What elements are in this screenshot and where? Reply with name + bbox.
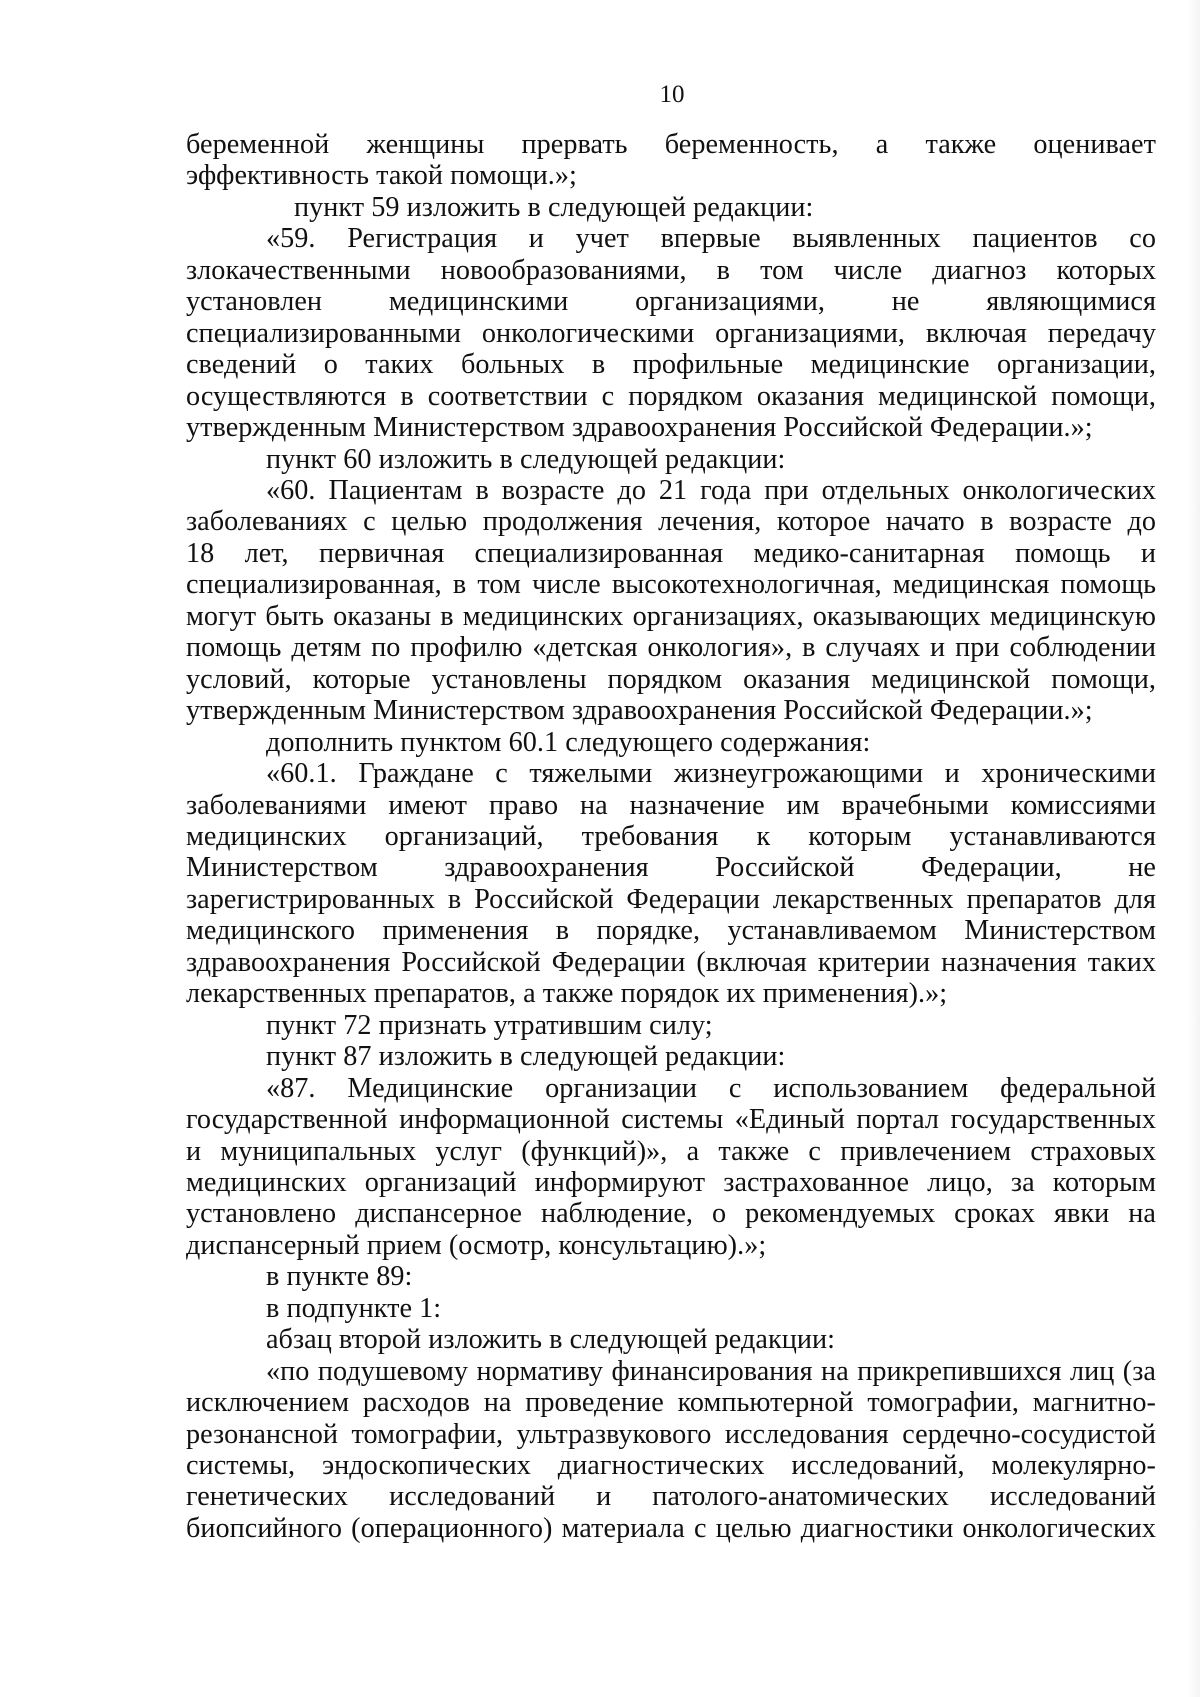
scan-edge <box>1188 0 1200 1697</box>
text-line: «60.1. Граждане с тяжелыми жизнеугрожающими и хроническими <box>266 758 1156 790</box>
text-line: злокачественными новообразованиями, в том числе диагноз которых <box>186 254 1156 286</box>
text-line: резонансной томографии, ультразвукового исследования сердечно-сосудистой <box>186 1418 1156 1450</box>
text-line: системы, эндоскопических диагностических исследований, молекулярно- <box>186 1450 1156 1482</box>
text-line: исключением расходов на проведение компьютерной томографии, магнитно- <box>186 1387 1156 1419</box>
text-line: здравоохранения Российской Федерации (включая критерии назначения таких <box>186 946 1156 978</box>
text-line: специализированная, в том числе высокотехнологичная, медицинская помощь <box>186 569 1156 601</box>
text-line: заболеваниями имеют право на назначение им врачебными комиссиями <box>186 789 1156 821</box>
document-body <box>186 129 1156 1544</box>
text-line: пункт 59 изложить в следующей редакции: <box>294 191 814 223</box>
text-line: эффективность такой помощи.»; <box>186 160 577 192</box>
text-line: установлено диспансерное наблюдение, о рекомендуемых сроках явки на <box>186 1198 1156 1230</box>
text-line: абзац второй изложить в следующей редакции: <box>266 1324 835 1356</box>
text-line: диспансерный прием (осмотр, консультацию).»; <box>186 1229 767 1261</box>
text-line: лекарственных препаратов, а также порядок их применения).»; <box>186 978 948 1010</box>
text-line: установлен медицинскими организациями, не являющимися <box>186 286 1156 318</box>
text-line: биопсийного (операционного) материала с целью диагностики онкологических <box>186 1512 1156 1544</box>
text-line: утвержденным Министерством здравоохранения Российской Федерации.»; <box>186 695 1093 727</box>
text-line: «по подушевому нормативу финансирования на прикрепившихся лиц (за <box>266 1355 1156 1387</box>
page-number: 10 <box>659 81 685 108</box>
text-line: в пункте 89: <box>266 1261 413 1293</box>
text-line: «87. Медицинские организации с использованием федеральной <box>266 1072 1156 1104</box>
text-line: медицинских организаций, требования к которым устанавливаются <box>186 820 1156 852</box>
text-line: генетических исследований и патолого-анатомических исследований <box>186 1481 1156 1513</box>
text-line: заболеваниях с целью продолжения лечения, которое начато в возрасте до <box>186 506 1156 538</box>
text-line: Министерством здравоохранения Российской Федерации, не <box>186 852 1156 884</box>
text-line: медицинских организаций информируют застрахованное лицо, за которым <box>186 1166 1156 1198</box>
text-line: медицинского применения в порядке, устанавливаемом Министерством <box>186 915 1156 947</box>
text-line: зарегистрированных в Российской Федерации лекарственных препаратов для <box>186 883 1156 915</box>
text-line: дополнить пунктом 60.1 следующего содержания: <box>266 726 871 758</box>
text-line: пункт 72 признать утратившим силу; <box>266 1009 713 1041</box>
text-line: сведений о таких больных в профильные медицинские организации, <box>186 349 1156 381</box>
text-line: беременной женщины прервать беременность, а также оценивает <box>186 129 1156 160</box>
text-line: могут быть оказаны в медицинских организациях, оказывающих медицинскую <box>186 600 1156 632</box>
text-line: помощь детям по профилю «детская онкология», в случаях и при соблюдении <box>186 632 1156 664</box>
text-line: утвержденным Министерством здравоохранения Российской Федерации.»; <box>186 412 1093 444</box>
text-line: 18 лет, первичная специализированная медико-санитарная помощь и <box>186 537 1156 569</box>
text-line: условий, которые установлены порядком оказания медицинской помощи, <box>186 663 1156 695</box>
text-line: «59. Регистрация и учет впервые выявленных пациентов со <box>266 223 1156 255</box>
text-line: пункт 60 изложить в следующей редакции: <box>266 443 786 475</box>
text-line: осуществляются в соответствии с порядком оказания медицинской помощи, <box>186 380 1156 412</box>
text-line: «60. Пациентам в возрасте до 21 года при отдельных онкологических <box>266 474 1156 506</box>
text-line: в подпункте 1: <box>266 1292 442 1324</box>
text-line: специализированными онкологическими организациями, включая передачу <box>186 317 1156 349</box>
text-line: и муниципальных услуг (функций)», а также с привлечением страховых <box>186 1135 1156 1167</box>
text-line: государственной информационной системы «Единый портал государственных <box>186 1104 1156 1136</box>
text-line: пункт 87 изложить в следующей редакции: <box>266 1041 786 1073</box>
